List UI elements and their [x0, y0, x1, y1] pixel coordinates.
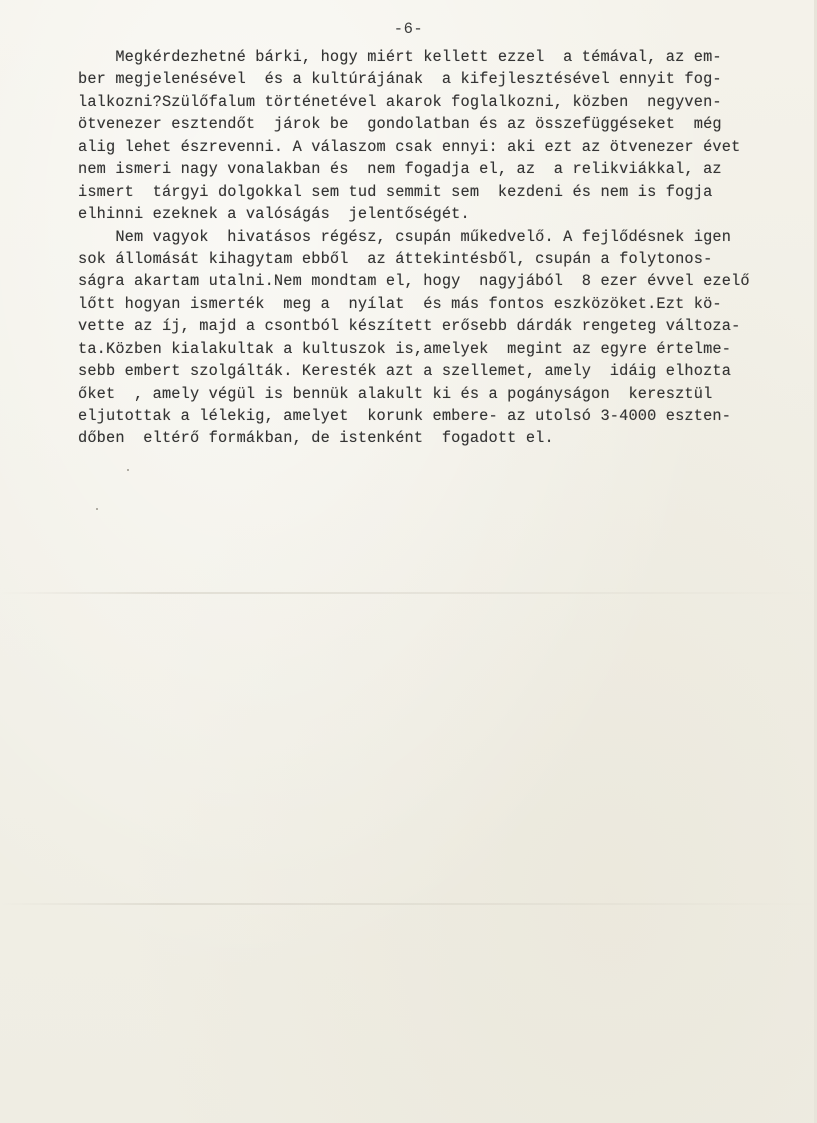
text-line: sok állomását kihagytam ebből az áttekintésből, csupán a folytonos- [78, 249, 713, 268]
text-line: dőben eltérő formákban, de istenként fogadott el. [78, 429, 554, 448]
text-line: lőtt hogyan ismerték meg a nyílat és más fontos eszközöket.Ezt kö- [78, 294, 722, 313]
ink-speck [96, 508, 98, 510]
text-line: Nem vagyok hivatásos régész, csupán műkedvelő. A fejlődésnek igen [78, 227, 732, 246]
text-line: alig lehet észrevenni. A válaszom csak ennyi: aki ezt az ötvenezer évet [78, 137, 741, 156]
text-line: ságra akartam utalni.Nem mondtam el, hogy nagyjából 8 ezer évvel ezelő [78, 272, 750, 291]
text-line: vette az íj, majd a csontból készített erősebb dárdák rengeteg változa- [78, 317, 741, 336]
paper-crease [0, 903, 817, 905]
text-line: ötvenezer esztendőt járok be gondolatban és az összefüggéseket még [78, 115, 722, 134]
ink-speck [127, 469, 129, 471]
text-line: ta.Közben kialakultak a kultuszok is,amelyek megint az egyre értelme- [78, 339, 732, 358]
paper-crease [0, 592, 817, 594]
typewritten-text [78, 46, 790, 450]
text-line: lalkozni?Szülőfalum történetével akarok foglalkozni, közben negyven- [78, 92, 722, 111]
text-line: elhinni ezeknek a valóságás jelentőségét. [78, 205, 470, 224]
page-number: -6- [393, 20, 424, 38]
text-line: ber megjelenésével és a kultúrájának a kifejlesztésével ennyit fog- [78, 70, 722, 89]
text-line: eljutottak a lélekig, amelyet korunk embere- az utolsó 3-4000 eszten- [78, 407, 732, 425]
text-line: Megkérdezhetné bárki, hogy miért kellett ezzel a témával, az em- [78, 48, 722, 66]
text-line: őket , amely végül is bennük alakult ki és a pogányságon keresztül [78, 384, 713, 403]
text-line: nem ismeri nagy vonalakban és nem fogadja el, az a relikviákkal, az [78, 160, 722, 179]
text-line: sebb embert szolgálták. Keresték azt a szellemet, amely idáig elhozta [78, 362, 732, 381]
text-line: ismert tárgyi dolgokkal sem tud semmit sem kezdeni és nem is fogja [78, 182, 713, 201]
